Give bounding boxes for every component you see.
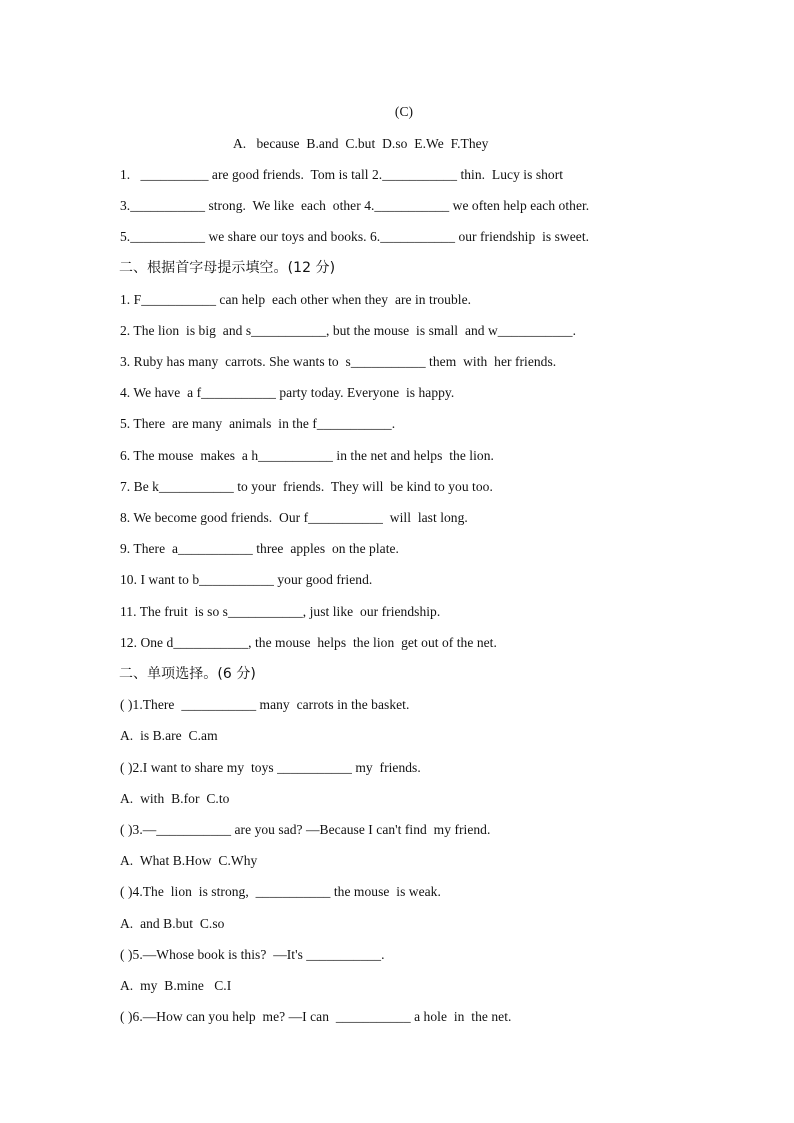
option-label: (C) bbox=[394, 104, 414, 119]
question-item: 9. There a___________ three apples on the plate. bbox=[120, 541, 399, 556]
question-item: 11. The fruit is so s___________, just like our friendship. bbox=[120, 604, 441, 619]
passage-line-1: 1. __________ are good friends. Tom is tall 2.___________ thin. Lucy is short bbox=[120, 167, 564, 182]
passage-line-2: 3.___________ strong. We like each other 4.___________ we often help each other. bbox=[120, 198, 590, 213]
passage-line-3: 5.___________ we share our toys and books. 6.___________ our friendship is sweet. bbox=[120, 229, 590, 244]
choice-options: A. with B.for C.to bbox=[120, 791, 230, 806]
question-item: 1. F___________ can help each other when they are in trouble. bbox=[120, 292, 472, 307]
question-item: 12. One d___________, the mouse helps the lion get out of the net. bbox=[120, 635, 497, 650]
question-item: 2. The lion is big and s___________, but the mouse is small and w___________. bbox=[120, 323, 577, 338]
choice-options: A. What B.How C.Why bbox=[120, 853, 258, 868]
question-item: 5. There are many animals in the f___________. bbox=[120, 416, 396, 431]
choice-question: ( )4.The lion is strong, ___________ the mouse is weak. bbox=[120, 884, 441, 899]
question-item: 8. We become good friends. Our f___________ will last long. bbox=[120, 510, 468, 525]
question-item: 7. Be k___________ to your friends. They will be kind to you too. bbox=[120, 479, 493, 494]
question-item: 4. We have a f___________ party today. Everyone is happy. bbox=[120, 385, 455, 400]
choice-options: A. is B.are C.am bbox=[120, 728, 218, 743]
choice-question: ( )6.—How can you help me? —I can ___________ a hole in the net. bbox=[120, 1009, 512, 1024]
choice-question: ( )1.There ___________ many carrots in the basket. bbox=[120, 697, 410, 712]
choice-options: A. and B.but C.so bbox=[120, 916, 225, 931]
question-item: 6. The mouse makes a h___________ in the net and helps the lion. bbox=[120, 448, 494, 463]
choice-options: A. my B.mine C.I bbox=[120, 978, 232, 993]
choice-question: ( )5.—Whose book is this? —It's ___________. bbox=[120, 947, 385, 962]
choice-question: ( )2.I want to share my toys ___________ my friends. bbox=[120, 760, 421, 775]
question-item: 10. I want to b___________ your good friend. bbox=[120, 572, 373, 587]
section-heading-multiple-choice: 二、单项选择。(6 分) bbox=[119, 666, 256, 682]
choice-question: ( )3.—___________ are you sad? —Because I can't find my friend. bbox=[120, 822, 491, 837]
question-item: 3. Ruby has many carrots. She wants to s___________ them with her friends. bbox=[120, 354, 557, 369]
word-bank-options: A. because B.and C.but D.so E.We F.They bbox=[233, 136, 489, 151]
section-heading-initial-letter: 二、根据首字母提示填空。(12 分) bbox=[119, 260, 336, 276]
